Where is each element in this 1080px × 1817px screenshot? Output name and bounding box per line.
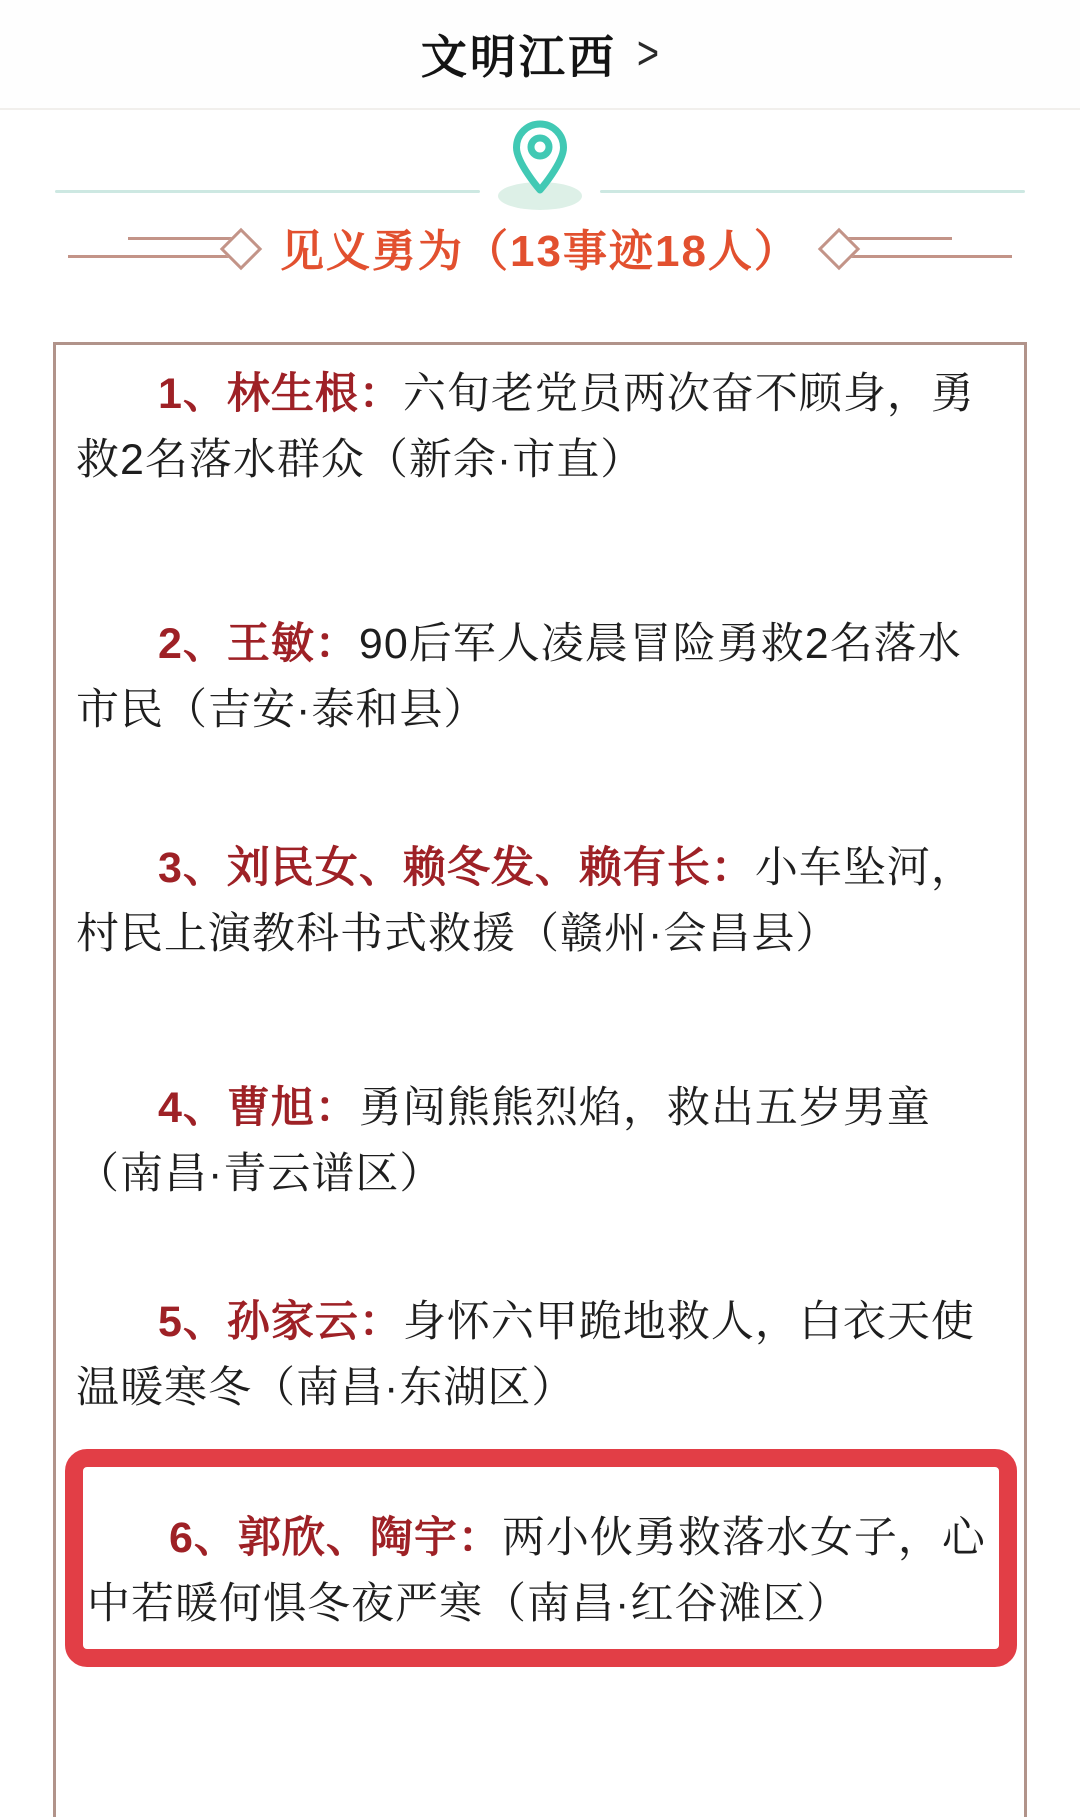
deed-item-highlighted xyxy=(65,1449,1017,1667)
deed-item xyxy=(76,1075,1004,1207)
deed-item-text: 小车坠河，村民上演教科书式救援（赣州·会昌县） xyxy=(76,844,975,958)
deed-item xyxy=(76,611,1004,743)
deed-item-label: 3、刘民女、赖冬发、赖有长： xyxy=(158,844,755,892)
chevron-right-icon: > xyxy=(636,27,660,80)
section-heading xyxy=(0,216,1080,278)
account-header-link[interactable] xyxy=(0,0,1080,110)
diamond-icon xyxy=(220,228,262,270)
deed-item-label: 6、郭欣、陶宇： xyxy=(169,1514,502,1562)
heading-ornament-right xyxy=(824,225,1014,269)
deed-item-text: 90后军人凌晨冒险勇救2名落水市民（吉安·泰和县） xyxy=(76,620,962,734)
deed-item-text: 六旬老党员两次奋不顾身，勇救2名落水群众（新余·市直） xyxy=(76,370,975,484)
deed-item-label: 5、孙家云： xyxy=(158,1298,403,1346)
deed-item xyxy=(76,1289,1004,1421)
deed-item-label: 1、林生根： xyxy=(158,370,403,418)
diamond-icon xyxy=(818,228,860,270)
heading-ornament-left xyxy=(66,225,256,269)
location-pin-icon xyxy=(509,118,571,198)
divider-line-right xyxy=(600,190,1025,193)
divider-line-left xyxy=(55,190,480,193)
pin-divider xyxy=(0,110,1080,200)
deed-item-text: 勇闯熊熊烈焰，救出五岁男童（南昌·青云谱区） xyxy=(76,1084,931,1198)
deed-item xyxy=(76,361,1004,493)
deed-item-label: 4、曹旭： xyxy=(158,1084,359,1132)
deed-item-label: 2、王敏： xyxy=(158,620,359,668)
section-title: 见义勇为（13事迹18人） xyxy=(280,227,800,276)
deed-item xyxy=(76,835,1004,967)
deed-item-text: 身怀六甲跪地救人，白衣天使温暖寒冬（南昌·东湖区） xyxy=(76,1298,975,1412)
account-title: 文明江西 xyxy=(420,31,617,83)
deeds-list xyxy=(53,342,1027,1817)
deed-item-text: 两小伙勇救落水女子，心中若暖何惧冬夜严寒（南昌·红谷滩区） xyxy=(87,1514,986,1628)
